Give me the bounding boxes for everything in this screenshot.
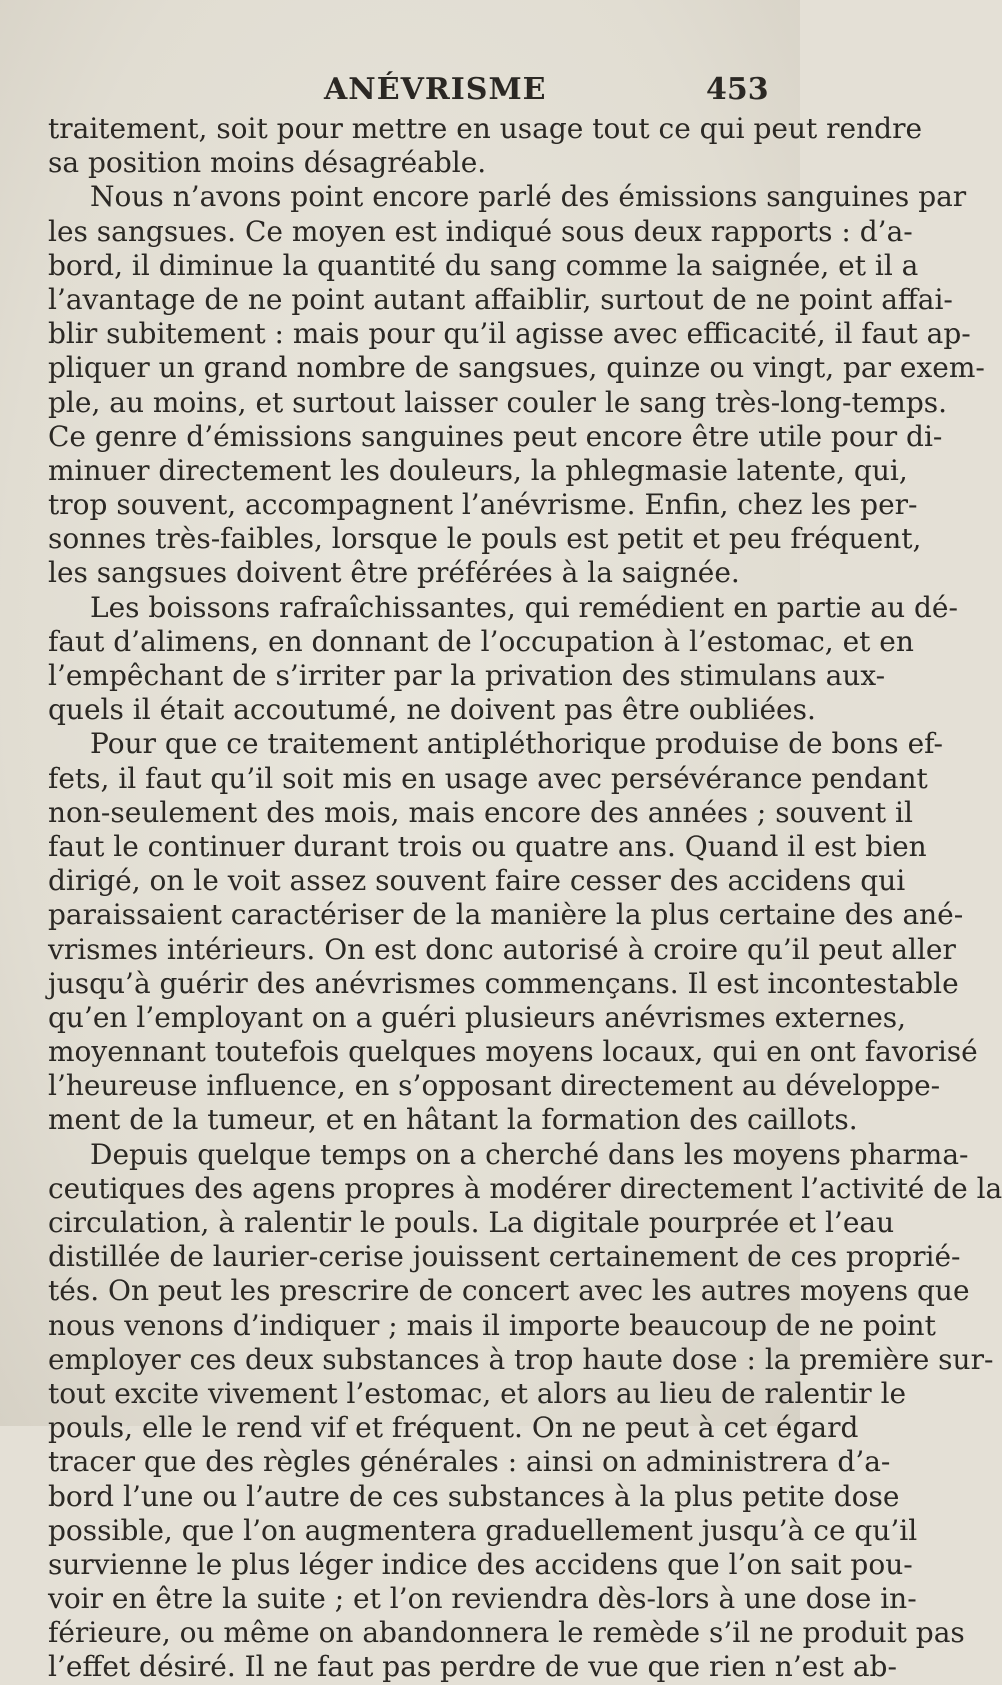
text-line: survienne le plus léger indice des accidens que l’on sait pou- bbox=[48, 1547, 913, 1581]
text-line: dirigé, on le voit assez souvent faire cesser des accidens qui bbox=[48, 864, 906, 898]
text-line: sonnes très-faibles, lorsque le pouls est petit et peu fréquent, bbox=[48, 522, 922, 556]
text-line: bord l’une ou l’autre de ces substances à la plus petite dose bbox=[48, 1479, 900, 1513]
text-line: les sangsues doivent être préférées à la saignée. bbox=[48, 556, 740, 590]
text-line: fets, il faut qu’il soit mis en usage avec persévérance pendant bbox=[48, 761, 928, 795]
text-line: faut d’alimens, en donnant de l’occupation à l’estomac, et en bbox=[48, 624, 914, 658]
text-line: l’empêchant de s’irriter par la privation des stimulans aux- bbox=[48, 659, 886, 692]
text-line: l’effet désiré. Il ne faut pas perdre de vue que rien n’est ab- bbox=[48, 1650, 897, 1684]
text-line: Les boissons rafraîchissantes, qui remédient en partie au dé- bbox=[90, 590, 958, 624]
text-line: voir en être la suite ; et l’on reviendra dès-lors à une dose in- bbox=[48, 1582, 917, 1616]
text-line: distillée de laurier-cerise jouissent certainement de ces proprié- bbox=[48, 1240, 961, 1274]
text-line: Depuis quelque temps on a cherché dans les moyens pharma- bbox=[90, 1137, 969, 1171]
text-line: paraissaient caractériser de la manière la plus certaine des ané- bbox=[48, 898, 964, 932]
text-line: moyennant toutefois quelques moyens locaux, qui en ont favorisé bbox=[48, 1035, 978, 1069]
page-number: 453 bbox=[706, 72, 769, 107]
text-line: tout excite vivement l’estomac, et alors au lieu de ralentir le bbox=[48, 1376, 907, 1410]
text-line: nous venons d’indiquer ; mais il importe beaucoup de ne point bbox=[48, 1308, 936, 1342]
text-line: non-seulement des mois, mais encore des années ; souvent il bbox=[48, 795, 913, 829]
text-line: pliquer un grand nombre de sangsues, quinze ou vingt, par exem- bbox=[48, 351, 985, 385]
text-line: ment de la tumeur, et en hâtant la formation des caillots. bbox=[48, 1103, 858, 1137]
text-line: blir subitement : mais pour qu’il agisse avec efficacité, il faut ap- bbox=[48, 317, 971, 351]
text-line: Ce genre d’émissions sanguines peut encore être utile pour di- bbox=[48, 419, 943, 453]
text-line: trop souvent, accompagnent l’anévrisme. Enfin, chez les per- bbox=[48, 488, 918, 522]
text-line: Pour que ce traitement antipléthorique produise de bons ef- bbox=[90, 727, 943, 761]
running-title: ANÉVRISME bbox=[324, 72, 547, 107]
text-line: ceutiques des agens propres à modérer directement l’activité de la bbox=[48, 1171, 1002, 1205]
text-line: Nous n’avons point encore parlé des émissions sanguines par bbox=[90, 180, 967, 214]
body-text bbox=[48, 112, 1002, 1685]
text-line: férieure, ou même on abandonnera le remède s’il ne produit pas bbox=[48, 1616, 965, 1650]
text-line: quels il était accoutumé, ne doivent pas être oubliées. bbox=[48, 693, 816, 727]
text-line: circulation, à ralentir le pouls. La digitale pourprée et l’eau bbox=[48, 1206, 895, 1239]
text-line: pouls, elle le rend vif et fréquent. On ne peut à cet égard bbox=[48, 1411, 859, 1445]
text-line: jusqu’à guérir des anévrismes commençans. Il est incontestable bbox=[48, 966, 959, 1000]
text-line: qu’en l’employant on a guéri plusieurs anévrismes externes, bbox=[48, 1000, 907, 1034]
text-line: les sangsues. Ce moyen est indiqué sous deux rapports : d’a- bbox=[48, 214, 913, 248]
text-line: l’heureuse influence, en s’opposant directement au développe- bbox=[48, 1069, 941, 1103]
text-line: vrismes intérieurs. On est donc autorisé à croire qu’il peut aller bbox=[48, 932, 956, 966]
text-line: minuer directement les douleurs, la phlegmasie latente, qui, bbox=[48, 453, 908, 487]
text-line: tés. On peut les prescrire de concert avec les autres moyens que bbox=[48, 1274, 970, 1308]
text-line: traitement, soit pour mettre en usage tout ce qui peut rendre bbox=[48, 112, 923, 145]
text-line: sa position moins désagréable. bbox=[48, 146, 487, 180]
text-line: faut le continuer durant trois ou quatre ans. Quand il est bien bbox=[48, 829, 927, 863]
text-line: possible, que l’on augmentera graduellement jusqu’à ce qu’il bbox=[48, 1513, 918, 1547]
text-line: ple, au moins, et surtout laisser couler le sang très-long-temps. bbox=[48, 385, 948, 419]
text-line: l’avantage de ne point autant affaiblir, surtout de ne point affai- bbox=[48, 282, 953, 316]
page-header bbox=[0, 72, 800, 112]
text-line: bord, il diminue la quantité du sang comme la saignée, et il a bbox=[48, 248, 919, 282]
text-line: tracer que des règles générales : ainsi on administrera d’a- bbox=[48, 1445, 891, 1479]
text-line: employer ces deux substances à trop haute dose : la première sur- bbox=[48, 1342, 994, 1376]
